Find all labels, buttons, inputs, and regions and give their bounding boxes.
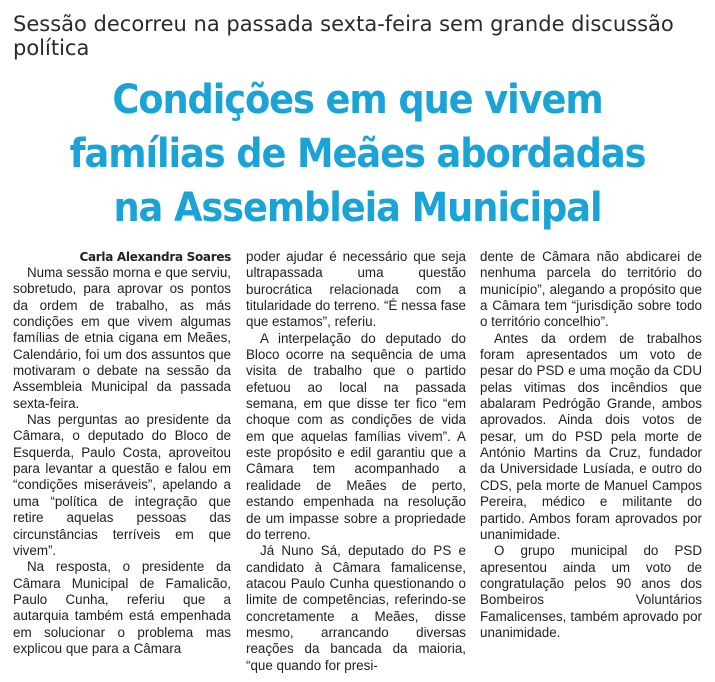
headline-line-2: famílias de Meães abordadas	[69, 131, 646, 177]
headline-line-1: Condições em que vivem	[112, 77, 603, 123]
paragraph: Antes da ordem de trabalhos foram apresentados um voto de pesar do PSD e uma moção da CDU pelas vitimas dos incêndios que abalaram Pedrógão Grande, ambos aprovados. Ainda dois votos de pesar, um do PSD pela morte de António Martins da Cruz, fundador da Universidade Lusíada, e outro do CDS, pela morte de Manuel Campos Pereira, médico e militante do partido. Ambos foram aprovados por unanimidade.	[480, 330, 702, 542]
headline-line-3: na Assembleia Municipal	[113, 185, 602, 231]
paragraph: O grupo municipal do PSD apresentou ainda um voto de congratulação pelos 90 anos dos Bombeiros Voluntários Famalicenses, também aprovado por unanimidade.	[480, 543, 702, 640]
paragraph: A interpelação do deputado do Bloco ocorre na sequência de uma visita de trabalho que o partido efetuou ao local na passada semana, em que disse ter fico “em choque com as condições de vida em que aquelas famílias vivem”. A este propósito e edil garantiu que a Câmara tem acompanhado a realidade de Meães de perto, estando empenhada na resolução de um impasse sobre a propriedade do terreno.	[246, 330, 466, 542]
article-column-3	[480, 249, 702, 641]
paragraph: dente de Câmara não abdicarei de nenhuma parcela do território do município”, alegando a propósito que a Câmara tem “jurisdição sobre todo o território concelhio”.	[480, 249, 702, 330]
paragraph: Na resposta, o presidente da Câmara Municipal de Famalicão, Paulo Cunha, referiu que a autarquia também está empenhada em solucionar o problema mas explicou que para a Câmara	[13, 559, 231, 656]
paragraph: Nas perguntas ao presidente da Câmara, o deputado do Bloco de Esquerda, Paulo Costa, aproveitou para levantar a questão e falou em “condições miseráveis”, apelando a uma “política de integração que retire aquelas pessoas das circunstâncias terríveis em que vivem”.	[13, 412, 231, 558]
paragraph: Numa sessão morna e que serviu, sobretudo, para aprovar os pontos da ordem de trabalho, as más condições em que vivem algumas famílias de etnia cigana em Meães, Calendário, foi um dos assuntos que motivaram o debate na sessão da Assembleia Municipal da passada sexta-feira.	[13, 265, 231, 411]
headline	[29, 73, 687, 235]
paragraph: poder ajudar é necessário que seja ultrapassada uma questão burocrática relacionada com a titularidade do terreno. “É nessa fase que estamos”, referiu.	[246, 249, 466, 330]
subheadline: Sessão decorreu na passada sexta-feira sem grande discussão política	[13, 12, 674, 60]
byline: Carla Alexandra Soares	[79, 250, 231, 264]
article-column-1	[13, 249, 231, 657]
article-column-2	[246, 249, 466, 674]
paragraph: Já Nuno Sá, deputado do PS e candidato à Câmara famalicense, atacou Paulo Cunha questionando o limite de competências, referindo-se concretamente a Meães, disse mesmo, arrancando diversas reações da bancada da maioria, “que quando for presi-	[246, 543, 466, 673]
